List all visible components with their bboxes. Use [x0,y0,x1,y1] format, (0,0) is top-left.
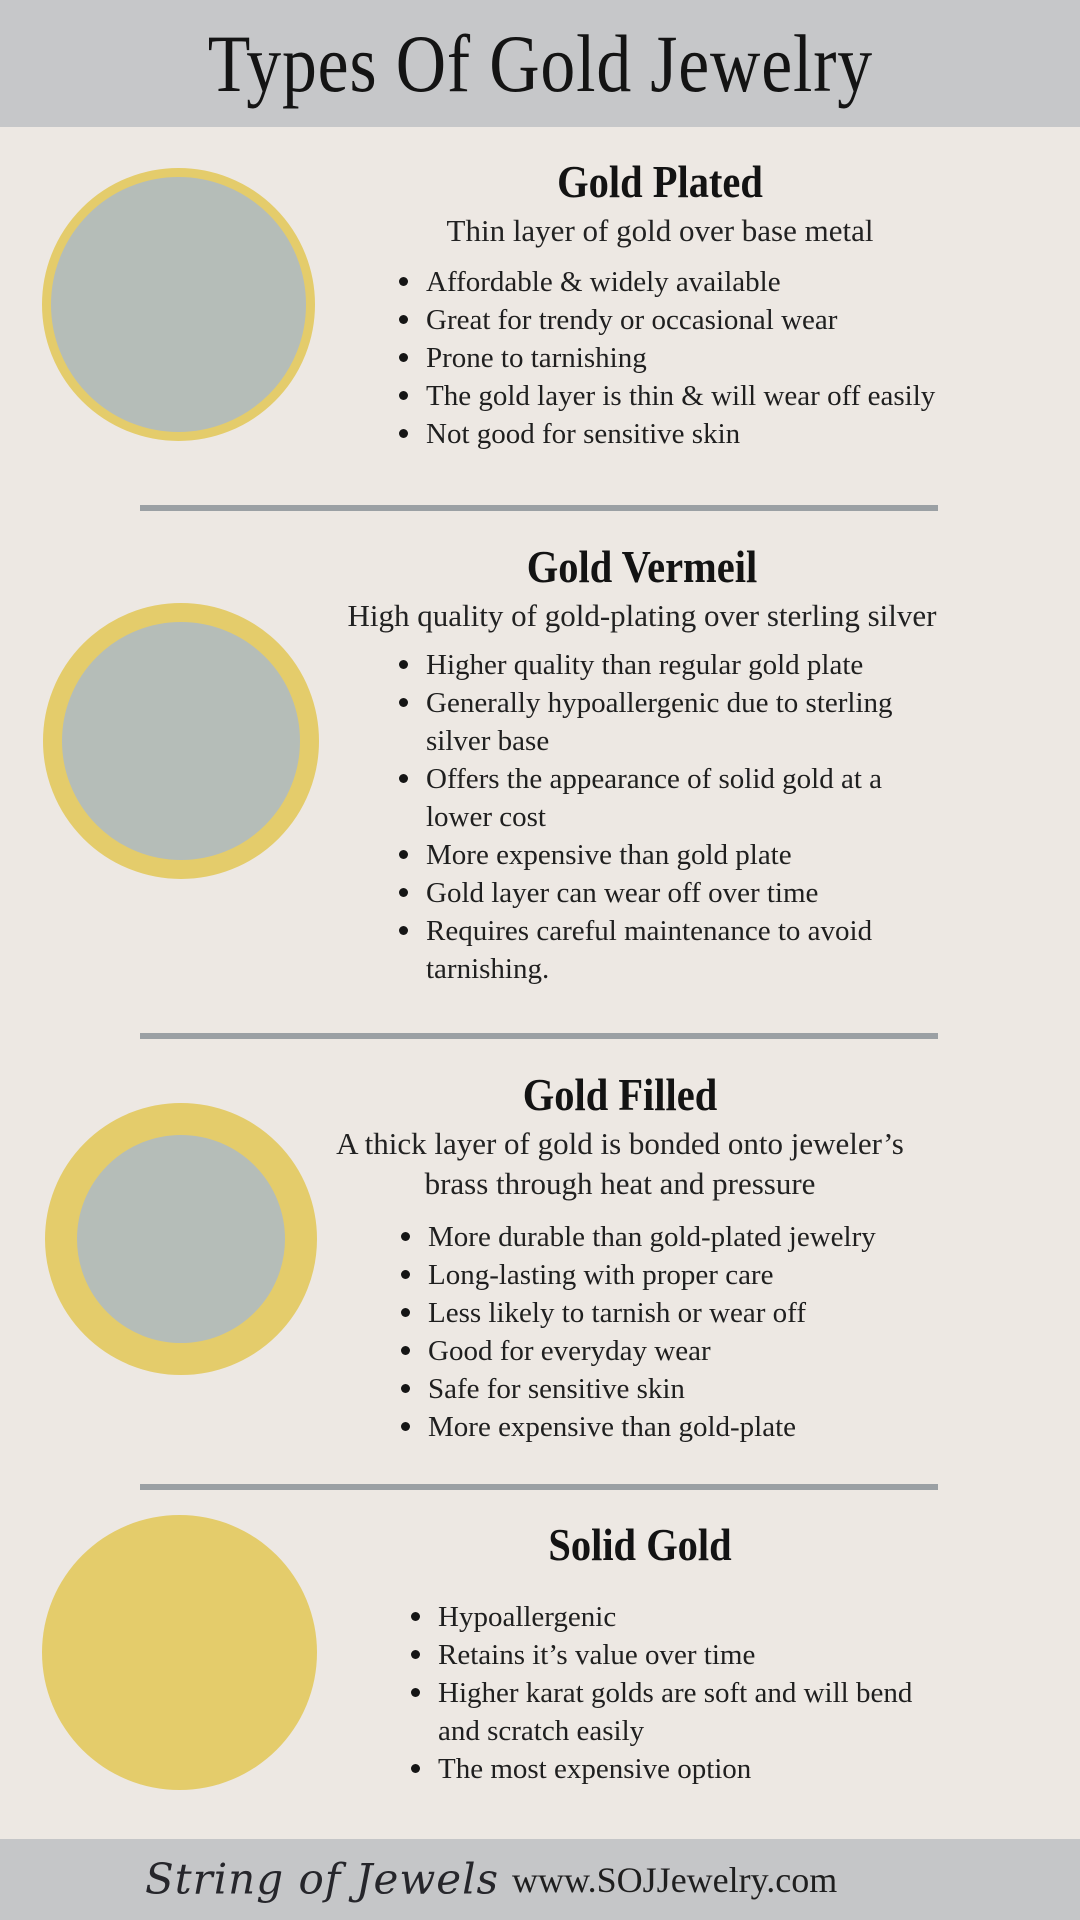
page-title: Types Of Gold Jewelry [207,17,873,109]
section-divider [140,1033,938,1039]
bullet-item: Safe for sensitive skin [428,1370,988,1408]
header-banner [0,0,1080,127]
section-gold-vermeil [282,540,1002,988]
gold-vermeil-layer-circle [43,603,319,879]
section-gold-plated [300,155,1020,453]
bullet-item: Prone to tarnishing [426,339,1046,377]
bullet-item: Less likely to tarnish or wear off [428,1294,988,1332]
bullet-item: Long-lasting with proper care [428,1256,988,1294]
section-divider [140,505,938,511]
section-subtitle: A thick layer of gold is bonded onto jeweler’s brass through heat and pressure [336,1126,904,1201]
bullet-item: The most expensive option [438,1750,943,1788]
section-subtitle: Thin layer of gold over base metal [446,213,874,248]
bullet-item: Affordable & widely available [426,263,1046,301]
bullet-list [426,646,946,988]
gold-plated-layer-circle [42,168,315,441]
bullet-item: Generally hypoallergenic due to sterling silver base [426,684,946,760]
bullet-item: More expensive than gold-plate [428,1408,988,1446]
bullet-item: Hypoallergenic [438,1598,943,1636]
bullet-item: Higher karat golds are soft and will bend and scratch easily [438,1674,943,1750]
section-heading: Solid Gold [548,1519,732,1570]
section-solid-gold [280,1518,1000,1788]
section-divider [140,1484,938,1490]
section-gold-filled [260,1068,980,1446]
bullet-item: More durable than gold-plated jewelry [428,1218,988,1256]
bullet-item: Higher quality than regular gold plate [426,646,946,684]
bullet-item: Gold layer can wear off over time [426,874,946,912]
section-heading: Gold Plated [557,156,763,207]
section-subtitle: High quality of gold-plating over sterling silver [347,598,937,633]
bullet-item: Retains it’s value over time [438,1636,943,1674]
bullet-item: Offers the appearance of solid gold at a lower cost [426,760,946,836]
bullet-item: Requires careful maintenance to avoid tarnishing. [426,912,946,988]
bullet-item: Not good for sensitive skin [426,415,1046,453]
bullet-item: More expensive than gold plate [426,836,946,874]
website-url: www.SOJJewelry.com [512,1859,838,1900]
bullet-list [426,263,1046,453]
bullet-item: Good for everyday wear [428,1332,988,1370]
solid-gold-circle [42,1515,317,1790]
brand-logo-text: String of Jewels [145,1854,500,1904]
footer-banner [0,1839,1080,1920]
section-heading: Gold Vermeil [526,541,758,592]
bullet-list [438,1598,943,1788]
bullet-list [428,1218,988,1446]
bullet-item: The gold layer is thin & will wear off easily [426,377,1046,415]
section-heading: Gold Filled [522,1069,718,1120]
bullet-item: Great for trendy or occasional wear [426,301,1046,339]
